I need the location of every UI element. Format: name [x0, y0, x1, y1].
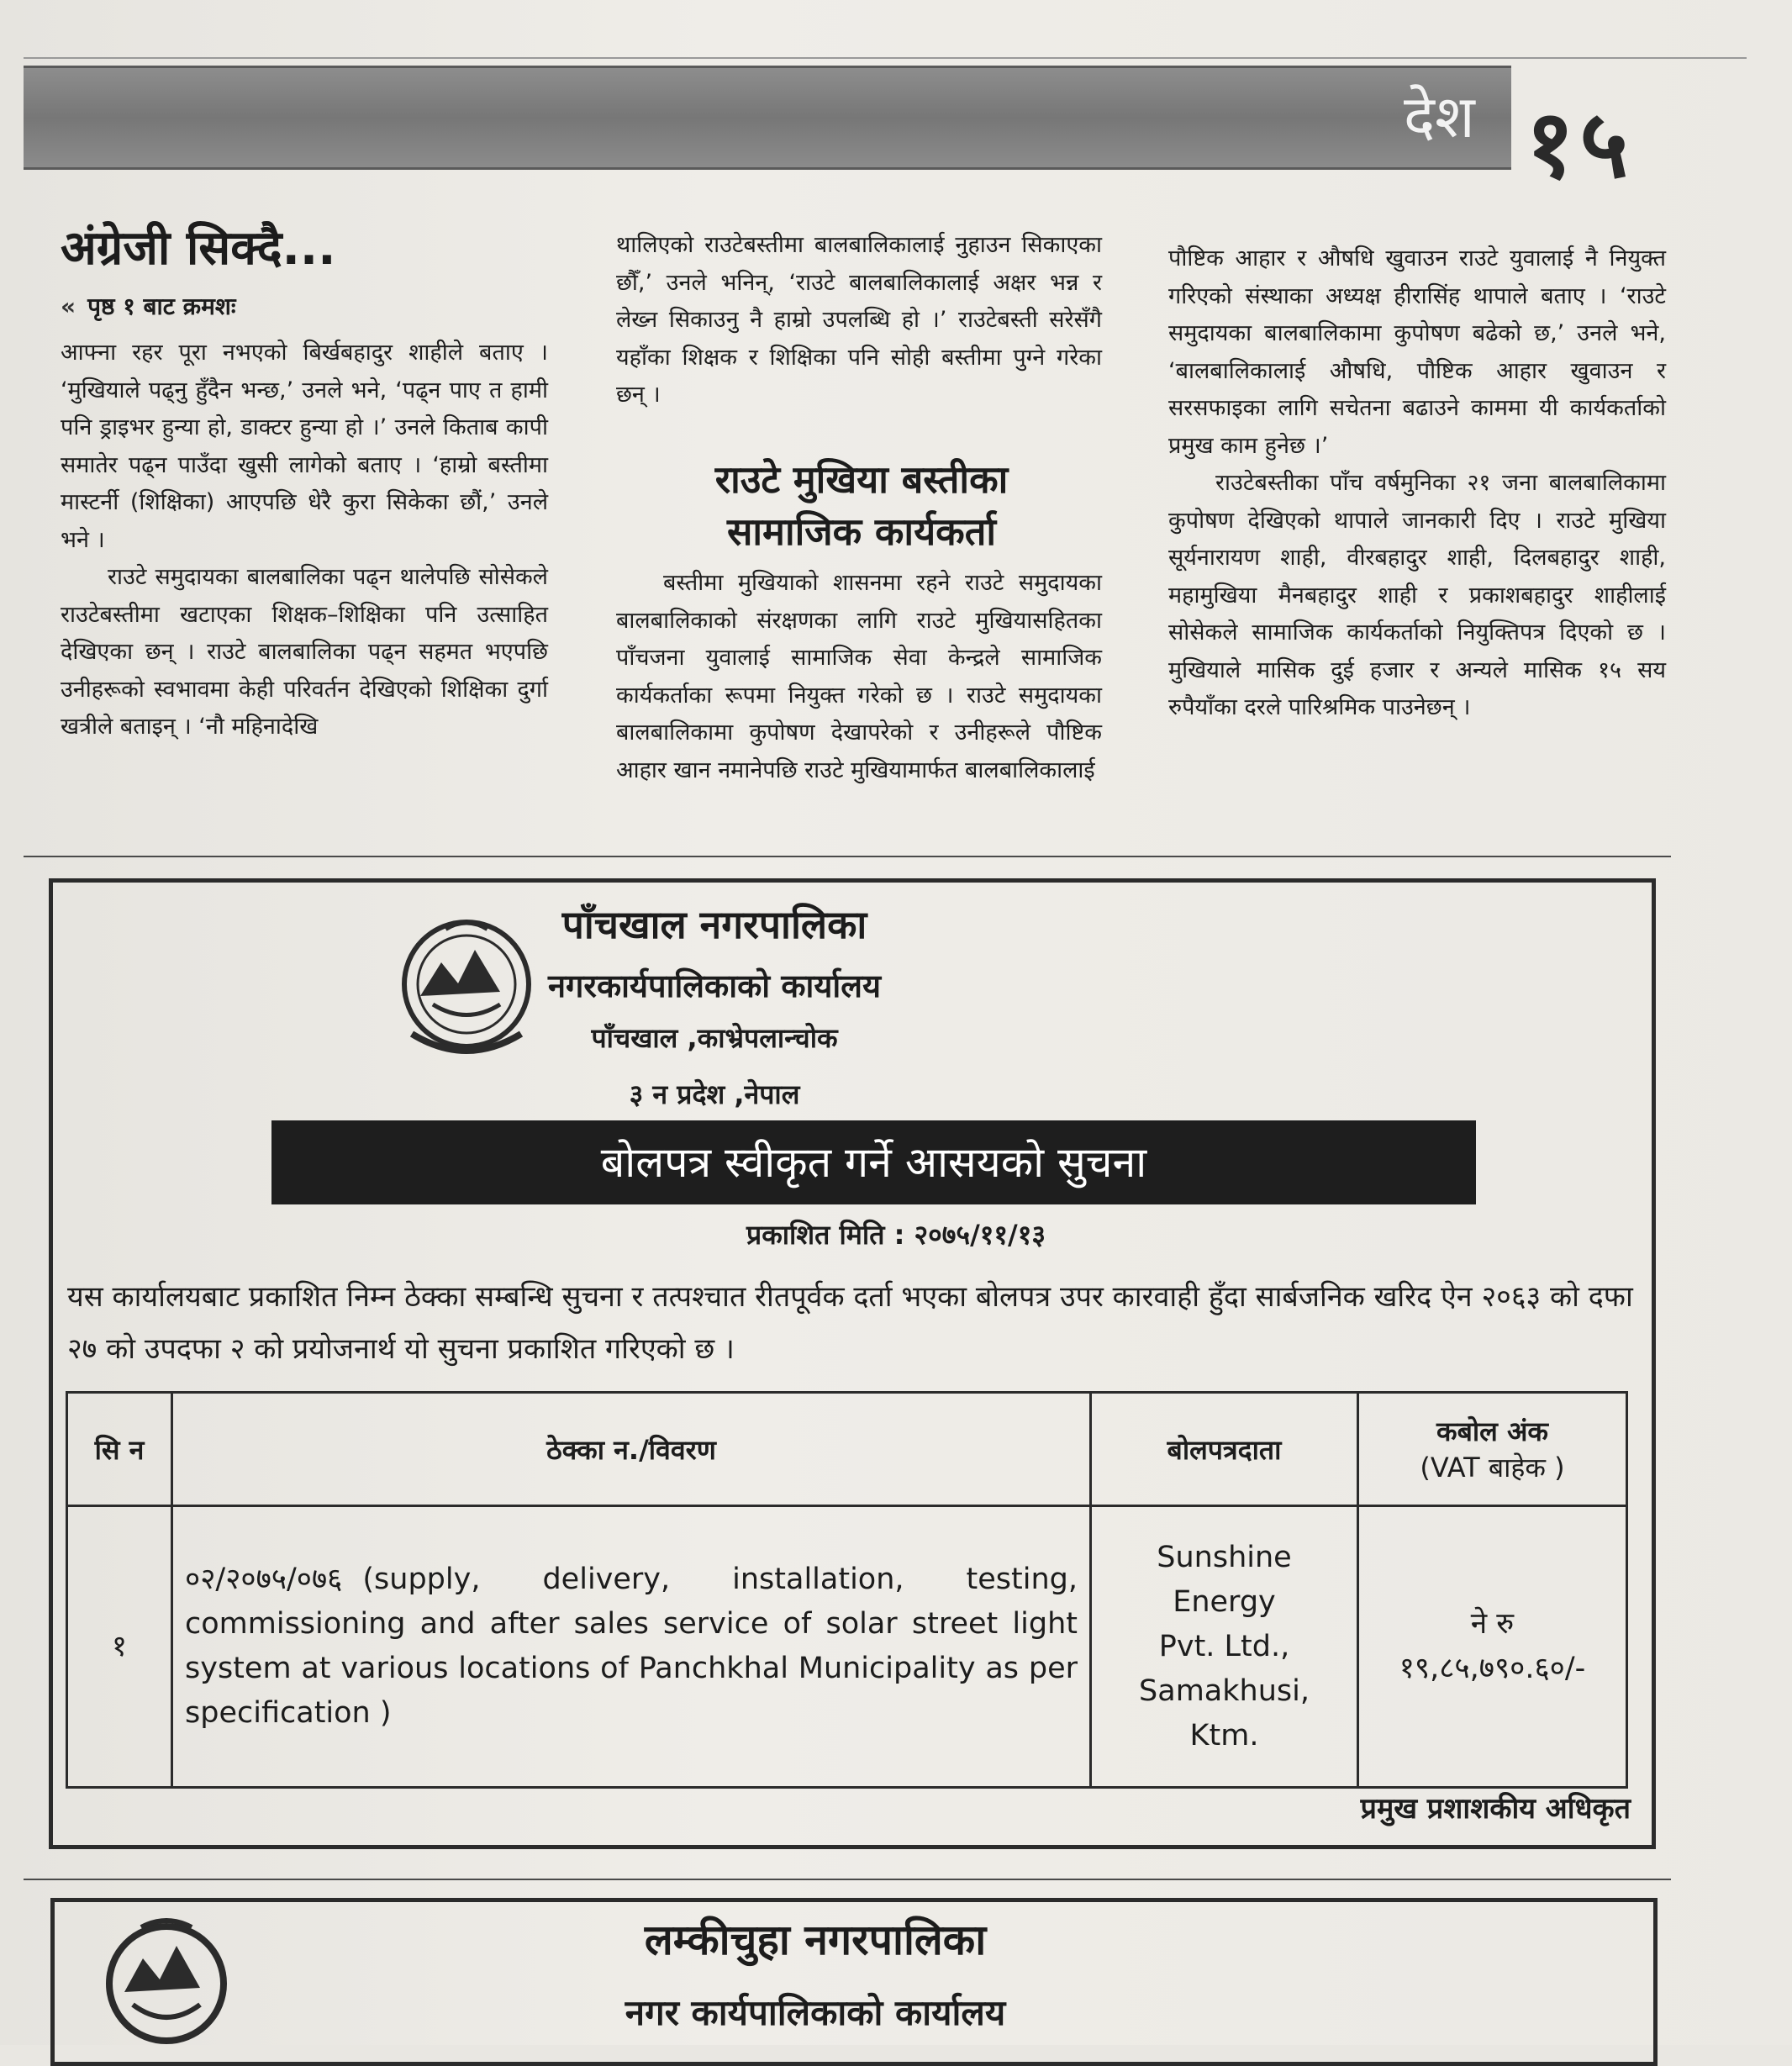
office-location: पाँचखाल ,काभ्रेपलान्चोक	[591, 1022, 838, 1054]
top-rule	[24, 57, 1747, 59]
article-column-2-bottom	[616, 565, 1102, 789]
article-paragraph: राउटे समुदायका बालबालिका पढ्न थालेपछि सोसेकले राउटेबस्तीमा खटाएका शिक्षक–शिक्षिका पनि उत्साहित देखिएका छन् । राउटे बालबालिका पढ्न सहमत भएपछि उनीहरूको स्वभावमा केही परिवर्तन देखिएको शिक्षिका दुर्गा खत्रीले बताइन् । ‘नौ महिनादेखि	[61, 564, 548, 740]
article-subheading	[588, 454, 1135, 558]
office-province: ३ न प्रदेश ,नेपाल	[629, 1078, 800, 1110]
contract-description: (supply, delivery, installation, testing, commissioning and after sales service of solar street light system at various locations of Panchkhal Municipality as per specification )	[185, 1563, 1078, 1730]
header-bar	[24, 66, 1511, 170]
bidder-line: Sunshine	[1157, 1540, 1292, 1574]
table-row	[67, 1506, 1627, 1788]
notice-separator-rule	[24, 1879, 1671, 1880]
article-paragraph: पौष्टिक आहार र औषधि खुवाउन राउटे युवालाई नै नियुक्त गरिएको संस्थाका अध्यक्ष हीरासिंह थापाले बताए । ‘राउटे समुदायका बालबालिकामा कुपोषण बढेको छ,’ उनले भने, ‘बालबालिकालाई औषधि, पौष्टिक आहार खुवाउन र सरसफाइका लागि सचेतना बढाउने काममा यी कार्यकर्ताको प्रमुख काम हुनेछ ।’	[1168, 245, 1666, 459]
header-bidder: बोलपत्रदाता	[1091, 1393, 1358, 1506]
notice-title: बोलपत्र स्वीकृत गर्ने आसयको सुचना	[271, 1120, 1476, 1204]
article-paragraph: आफ्ना रहर पूरा नभएको बिर्खबहादुर शाहीले बताए । ‘मुखियाले पढ्नु हुँदैन भन्छ,’ उनले भने, ‘पढ्न पाए त हामी पनि ड्राइभर हुन्या हो, डाक्टर हुन्या हो ।’ उनले किताब कापी समातेर पढ्न पाउँदा खुसी लागेको बताए । ‘हाम्रो बस्तीमा मास्टर्नी (शिक्षिका) आएपछि धेरै कुरा सिकेका छौं,’ उनले भने ।	[61, 340, 548, 553]
header-sn: सि न	[67, 1393, 172, 1506]
contract-number: ०२/२०७५/०७६	[185, 1563, 343, 1596]
cell-amount	[1358, 1506, 1627, 1788]
article-paragraph: बस्तीमा मुखियाको शासनमा रहने राउटे समुदायका बालबालिकाको संरक्षणका लागि राउटे मुखियासहितका पाँचजना युवालाई सामाजिक सेवा केन्द्रले सामाजिक कार्यकर्ताका रूपमा नियुक्त गरेको छ । राउटे समुदायका बालबालिकामा कुपोषण देखापरेको र उनीहरूले पौष्टिक आहार खान नमानेपछि राउटे मुखियामार्फत बालबालिकालाई	[616, 570, 1102, 783]
bidder-line: Pvt. Ltd.,	[1158, 1629, 1290, 1663]
notice-intro: यस कार्यालयबाट प्रकाशित निम्न ठेक्का सम्बन्धि सुचना र तत्पश्चात रीतपूर्वक दर्ता भएका बोलपत्र उपर कारवाही हुँदा सार्बजनिक खरिद ऐन २०६३ को दफा २७ को उपदफा २ को प्रयोजनार्थ यो सुचना प्रकाशित गरिएको छ ।	[67, 1280, 1633, 1366]
double-chevron-left-icon: «	[61, 293, 76, 320]
bidder-line: Energy	[1173, 1584, 1276, 1619]
section-name: देश	[1404, 82, 1475, 151]
header-contract: ठेक्का न./विवरण	[172, 1393, 1091, 1506]
second-org-name: लम्कीचुहा नगरपालिका	[644, 1916, 987, 1964]
article-column-1	[61, 335, 548, 746]
article-column-3	[1168, 240, 1666, 727]
article-headline: अंग्रेजी सिक्दै...	[61, 221, 336, 276]
amount-prefix: ने रु	[1470, 1607, 1515, 1641]
office-name: नगरकार्यपालिकाको कार्यालय	[547, 967, 882, 1004]
bidder-line: Samakhusi,	[1139, 1673, 1310, 1708]
article-paragraph: राउटेबस्तीका पाँच वर्षमुनिका २१ जना बालबालिकामा कुपोषण देखिएको थापाले जानकारी दिए । राउटे मुखिया सूर्यनारायण शाही, वीरबहादुर शाही, दिलबहादुर शाही, महामुखिया मैनबहादुर शाही र प्रकाशबहादुर शाहीलाई सोसेकले सामाजिक कार्यकर्ताको नियुक्तिपत्र दिएको छ । मुखियाले मासिक दुई हजार र अन्यले मासिक १५ सय रुपैयाँका दरले पारिश्रमिक पाउनेछन् ।	[1168, 470, 1666, 720]
header-amount-note: (VAT बाहेक )	[1420, 1452, 1565, 1484]
header-amount	[1358, 1393, 1627, 1506]
page-number: १५	[1526, 90, 1634, 199]
bid-table	[66, 1391, 1628, 1789]
cell-bidder	[1091, 1506, 1358, 1788]
second-office-name: नगर कार्यपालिकाको कार्यालय	[625, 1992, 1006, 2033]
article-paragraph: थालिएको राउटेबस्तीमा बालबालिकालाई नुहाउन सिकाएका छौँ,’ उनले भनिन्, ‘राउटे बालबालिकालाई अक्षर भन्न र लेख्न सिकाउनु नै हाम्रो उपलब्धि हो ।’ राउटेबस्ती सरेसँगै यहाँका शिक्षक र शिक्षिका पनि सोही बस्तीमा पुग्ने गरेका छन् ।	[616, 232, 1102, 408]
continued-from	[61, 290, 236, 322]
cell-sn: १	[67, 1506, 172, 1788]
table-header-row	[67, 1393, 1627, 1506]
nepal-emblem-icon	[99, 1912, 234, 2045]
published-date: प्रकाशित मिति : २०७५/११/१३	[746, 1219, 1046, 1251]
header-amount-label: कबोल अंक	[1436, 1415, 1548, 1447]
article-bottom-rule	[24, 856, 1671, 857]
continued-from-text: पृष्ठ १ बाट क्रमशः	[87, 293, 236, 320]
org-name: पाँचखाल नगरपालिका	[561, 902, 867, 947]
subheading-line-2: सामाजिक कार्यकर्ता	[726, 509, 997, 554]
bidder-line: Ktm.	[1189, 1718, 1259, 1752]
subheading-line-1: राउटे मुखिया बस्तीका	[714, 457, 1009, 502]
article-column-2-top	[616, 227, 1102, 414]
cell-description	[172, 1506, 1091, 1788]
signature: प्रमुख प्रशाशकीय अधिकृत	[1360, 1792, 1631, 1826]
amount-value: १९,८५,७९०.६०/-	[1399, 1652, 1586, 1685]
